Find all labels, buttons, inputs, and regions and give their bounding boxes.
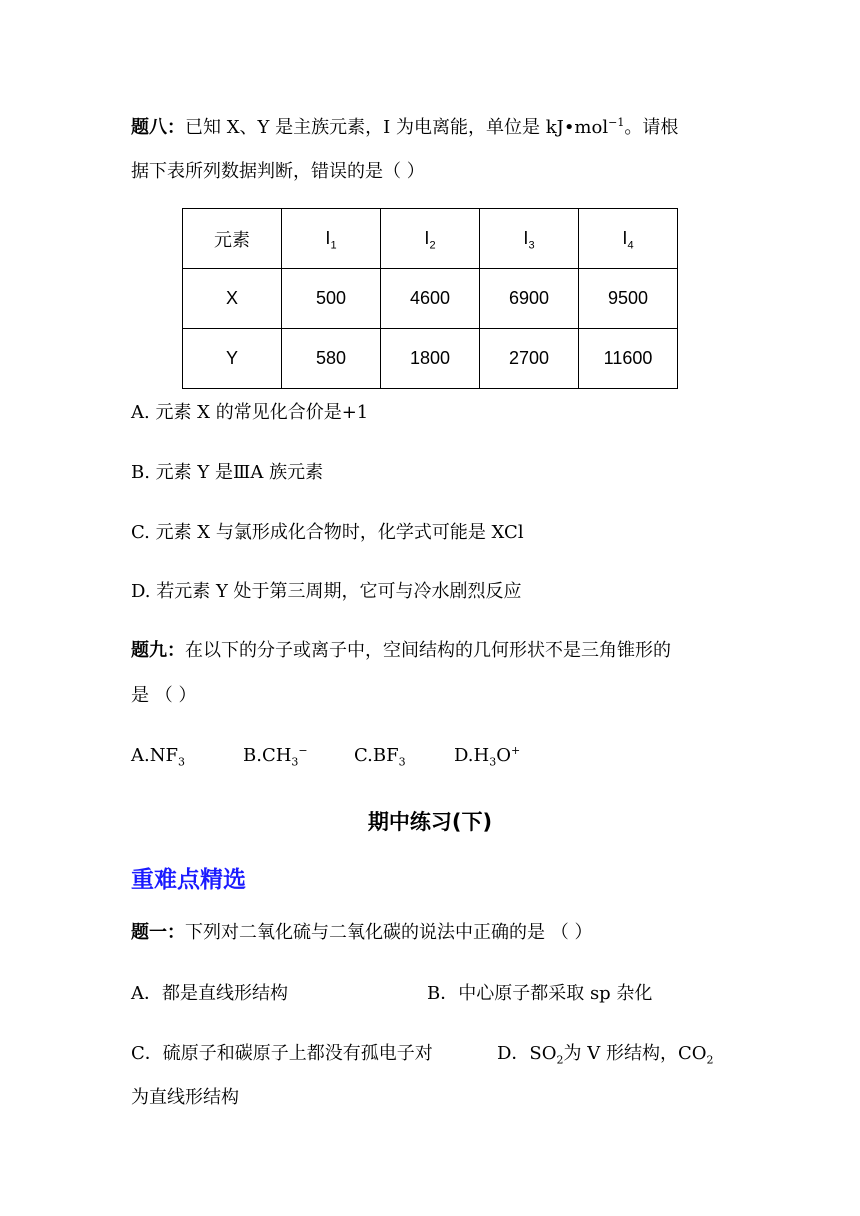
question-1-label: 题一： xyxy=(131,922,185,943)
option-c-text: C.BF xyxy=(354,745,399,766)
table-header-cell xyxy=(480,209,579,269)
option-d-mid: O xyxy=(496,745,511,766)
option-b-sub: 3 xyxy=(291,755,299,769)
question-8-label: 题八： xyxy=(131,117,185,138)
table-cell: 6900 xyxy=(480,269,579,329)
question-1-option-d xyxy=(497,1043,714,1067)
option-d-sub: 2 xyxy=(706,1053,714,1067)
option-d-sub: 3 xyxy=(489,755,497,769)
unit-superscript: −1 xyxy=(608,116,625,129)
question-1-option-d-line-2: 为直线形结构 xyxy=(131,1087,239,1108)
table-header-cell xyxy=(579,209,678,269)
table-cell: 580 xyxy=(282,329,381,389)
question-8-option-a: A. 元素 X 的常见化合价是+1 xyxy=(131,402,369,423)
option-c-sub: 3 xyxy=(398,755,406,769)
section-heading: 重难点精选 xyxy=(131,867,246,893)
question-9-option-a xyxy=(131,745,185,769)
option-a-text: A.NF xyxy=(131,745,178,766)
table-cell: 500 xyxy=(282,269,381,329)
question-9-line-2: 是 （ ） xyxy=(131,685,197,706)
question-8-option-d: D. 若元素 Y 处于第三周期，它可与冷水剧烈反应 xyxy=(131,581,522,602)
option-d-sub: 2 xyxy=(556,1053,564,1067)
table-cell: 1800 xyxy=(381,329,480,389)
header-sub: 2 xyxy=(429,239,436,252)
table-header-row xyxy=(183,209,678,269)
table-cell: 11600 xyxy=(579,329,678,389)
question-8-text-end: 。请根 xyxy=(624,117,679,138)
table-cell: Y xyxy=(183,329,282,389)
question-8-line-1 xyxy=(131,116,679,138)
table-header-cell xyxy=(381,209,480,269)
question-8-option-b: B. 元素 Y 是ⅢA 族元素 xyxy=(131,462,324,483)
question-1-text: 下列对二氧化硫与二氧化碳的说法中正确的是 （ ） xyxy=(185,922,593,943)
option-d-mid: 为 V 形结构，CO xyxy=(563,1043,707,1064)
table-header-cell xyxy=(282,209,381,269)
question-1-option-b: B．中心原子都采取 sp 杂化 xyxy=(427,983,653,1004)
question-9-line-1 xyxy=(131,642,671,660)
option-a-sub: 3 xyxy=(177,755,185,769)
question-9-option-b xyxy=(243,744,308,769)
header-i: I xyxy=(325,228,331,248)
option-b-sup: − xyxy=(298,744,308,757)
question-9-text: 在以下的分子或离子中，空间结构的几何形状不是三角锥形的 xyxy=(185,640,671,661)
table-cell: 9500 xyxy=(579,269,678,329)
ionization-energy-table xyxy=(182,208,678,389)
table-cell: X xyxy=(183,269,282,329)
header-sub: 3 xyxy=(528,239,535,252)
question-1-line-1 xyxy=(131,924,592,942)
question-8-text: 已知 X、Y 是主族元素，I 为电离能，单位是 kJ•mol xyxy=(185,117,609,138)
question-9-option-d xyxy=(454,744,521,769)
question-1-option-c: C．硫原子和碳原子上都没有孤电子对 xyxy=(131,1043,433,1064)
question-9-option-c xyxy=(354,745,406,769)
option-d-text: D.H xyxy=(454,745,490,766)
header-sub: 1 xyxy=(330,239,337,252)
question-8-line-2: 据下表所列数据判断，错误的是（ ） xyxy=(131,161,425,182)
question-8-option-c: C. 元素 X 与氯形成化合物时，化学式可能是 XCl xyxy=(131,522,524,543)
table-header-cell xyxy=(183,209,282,269)
header-i: I xyxy=(523,228,529,248)
header-i: I xyxy=(424,228,430,248)
header-i: I xyxy=(622,228,628,248)
option-d-text: D．SO xyxy=(497,1043,557,1064)
section-title: 期中练习(下) xyxy=(367,810,493,834)
table-row xyxy=(183,329,678,389)
option-d-sup: + xyxy=(510,744,521,757)
header-element: 元素 xyxy=(214,229,250,250)
table-cell: 2700 xyxy=(480,329,579,389)
table-cell: 4600 xyxy=(381,269,480,329)
table-row xyxy=(183,269,678,329)
question-1-option-a: A．都是直线形结构 xyxy=(131,983,288,1004)
option-b-text: B.CH xyxy=(243,745,292,766)
header-sub: 4 xyxy=(627,239,634,252)
question-9-label: 题九： xyxy=(131,640,185,661)
